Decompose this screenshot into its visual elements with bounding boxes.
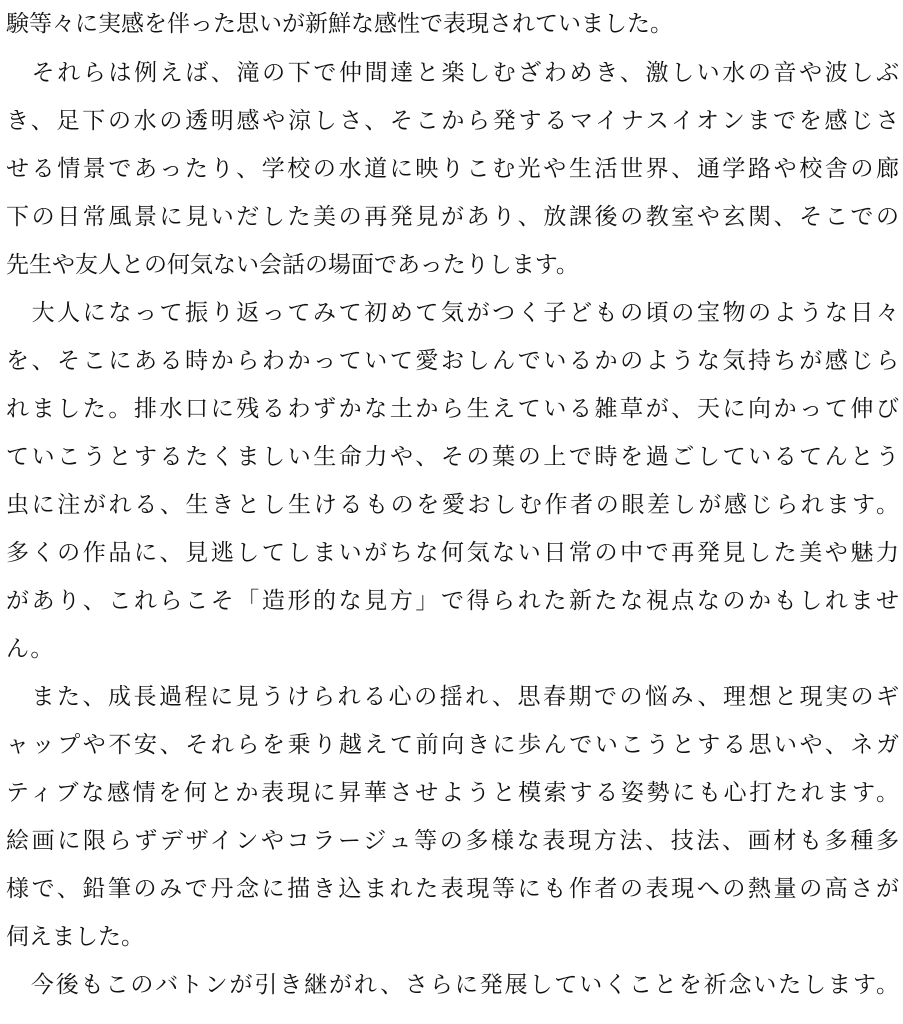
text-line: があり、これらこそ「造形的な見方」で得られた新たな視点なのかもしれませ [6, 588, 899, 614]
text-line: ティブな感情を何とか表現に昇華させようと模索する姿勢にも心打たれます。 [6, 780, 899, 806]
text-line: せる情景であったり、学校の水道に映りこむ光や生活世界、通学路や校舎の廊 [6, 156, 899, 182]
text-line: 多くの作品に、見逃してしまいがちな何気ない日常の中で再発見した美や魅力 [6, 540, 899, 566]
text-line: 大人になって振り返ってみて初めて気がつく子どもの頃の宝物のような日々 [6, 300, 899, 326]
text-line: き、足下の水の透明感や涼しさ、そこから発するマイナスイオンまでを感じさ [6, 108, 899, 134]
text-line: 先生や友人との何気ない会話の場面であったりします。 [6, 252, 579, 278]
text-line: 虫に注がれる、生きとし生けるものを愛おしむ作者の眼差しが感じられます。 [6, 492, 899, 518]
text-line: ていこうとするたくましい生命力や、その葉の上で時を過ごしているてんとう [6, 444, 899, 470]
text-line: 様で、鉛筆のみで丹念に描き込まれた表現等にも作者の表現への熱量の高さが [6, 876, 899, 902]
text-line: 伺えました。 [6, 924, 144, 950]
text-line: れました。排水口に残るわずかな土から生えている雑草が、天に向かって伸び [6, 396, 899, 422]
text-line: それらは例えば、滝の下で仲間達と楽しむざわめき、激しい水の音や波しぶ [6, 60, 899, 86]
text-line: ャップや不安、それらを乗り越えて前向きに歩んでいこうとする思いや、ネガ [6, 732, 899, 758]
text-line: 今後もこのバトンが引き継がれ、さらに発展していくことを祈念いたします。 [6, 972, 899, 998]
text-line: ん。 [6, 636, 54, 662]
text-line: 験等々に実感を伴った思いが新鮮な感性で表現されていました。 [6, 11, 673, 37]
text-line: 下の日常風景に見いだした美の再発見があり、放課後の教室や玄関、そこでの [6, 204, 899, 230]
text-line: を、そこにある時からわかっていて愛おしんでいるかのような気持ちが感じら [6, 348, 899, 374]
text-line: 絵画に限らずデザインやコラージュ等の多様な表現方法、技法、画材も多種多 [6, 828, 899, 854]
text-line: また、成長過程に見うけられる心の揺れ、思春期での悩み、理想と現実のギ [6, 684, 899, 710]
